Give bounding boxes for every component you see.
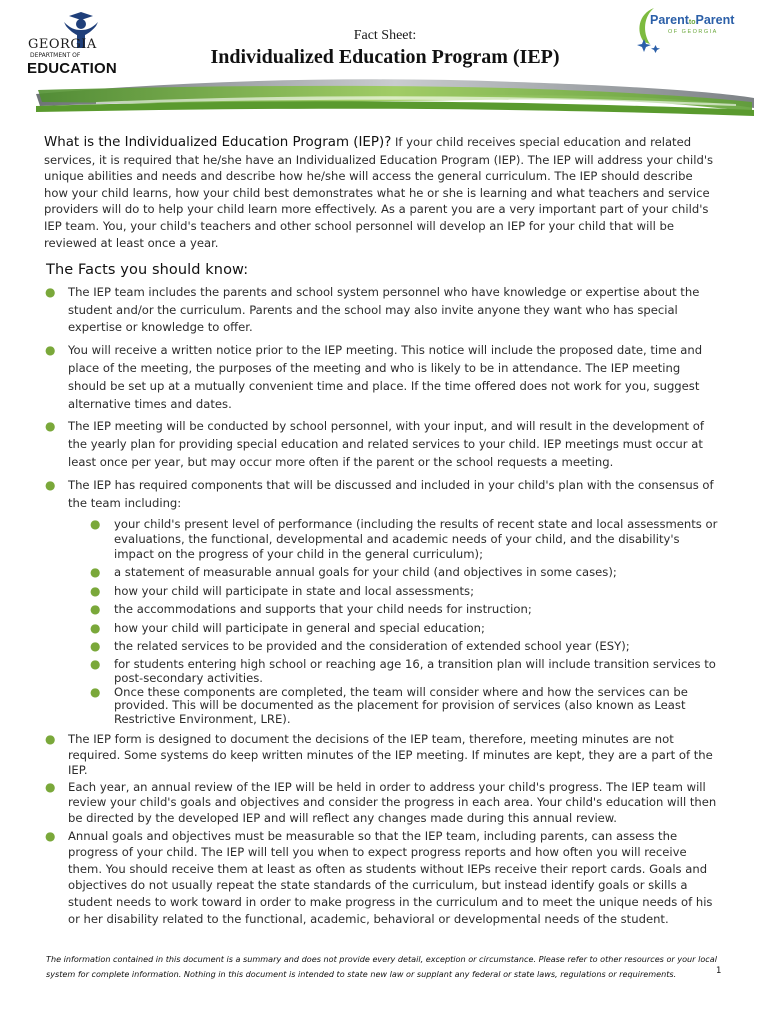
p2p-logo-text: ParenttoParent	[650, 13, 735, 27]
list-item: ● Each year, an annual review of the IEP will be held in order to address your child's progress. The IEP team will review your child's goals and objectives and consider the progress in each area. Your child's education will then be directed by the developed IEP and will reflect any changes made during this annual review.	[45, 779, 717, 826]
sub-list-item: ● how your child will participate in general and special education;	[90, 620, 485, 635]
bullet-icon: ●	[45, 732, 56, 747]
footer-disclaimer: The information contained in this document is a summary and does not provide every detail, exception or circumstance. Please refer to other resources or your local system for complete information. Nothing in this document is intended to state new law or supplant any federal or state laws, regulations or requirements.	[46, 954, 717, 979]
bullet-icon: ●	[45, 284, 56, 299]
bullet-icon: ●	[90, 517, 101, 532]
logo-georgia-text: GEORGIA	[28, 37, 97, 52]
bullet-icon: ●	[45, 477, 56, 492]
p2p-logo-subtext: OF GEORGIA	[668, 29, 718, 35]
document-body	[44, 134, 720, 932]
page-number: 1	[716, 966, 722, 976]
bullet-icon: ●	[90, 583, 101, 598]
document-header	[0, 0, 768, 130]
georgia-department-of-education-logo	[22, 10, 117, 77]
title-block	[190, 27, 580, 69]
bullet-icon: ●	[90, 639, 101, 654]
sub-list-item: ● the related services to be provided and the consideration of extended school year (ESY);	[90, 639, 630, 654]
sub-list-item: ● how your child will participate in state and local assessments;	[90, 583, 474, 598]
facts-heading: The Facts you should know:	[46, 262, 249, 279]
list-item: ● You will receive a written notice prior to the IEP meeting. This notice will include the proposed date, time and place of the meeting, the purposes of the meeting and who is likely to be in attendance. The IEP meeting should be set up at a mutually convenient time and place. If the time offered does not work for you, suggest alternative times and dates.	[45, 343, 703, 411]
header-banner-swoosh	[36, 72, 754, 126]
parent-to-parent-logo	[632, 4, 750, 56]
sub-list-item: ● your child's present level of performance (including the results of recent state and local assessments or evaluations, the functional, developmental and academic needs of your child, and the disability's impact on the progress of your child in the general curriculum);	[90, 517, 718, 561]
list-item: ● The IEP form is designed to document the decisions of the IEP team, therefore, meeting minutes are not required. Some systems do keep written minutes of the IEP meeting. If minutes are kept, they are a part of the IEP.	[45, 732, 713, 778]
bullet-icon: ●	[90, 657, 101, 672]
page-title: Individualized Education Program (IEP)	[210, 46, 560, 68]
list-item: ● The IEP meeting will be conducted by school personnel, with your input, and will result in the development of the yearly plan for providing special education and related services to your child. IEP meetings must occur at least once per year, but may occur more often if the parent or the school requests a meeting.	[45, 419, 704, 469]
bullet-icon: ●	[45, 419, 56, 434]
logo-education-text: EDUCATION	[27, 60, 117, 77]
facts-list	[44, 284, 720, 927]
bullet-icon: ●	[45, 828, 56, 843]
intro-text: If your child receives special education and related services, it is required that he/she have an Individualized Education Program (IEP). The IEP will address your child's unique abilities and needs and describe how he/she will access the general curriculum. The IEP should describe how your child learns, how your child best demonstrates what he or she is learning and what teachers and service providers will do to help your child learn more effectively. As a parent you are a very important part of your child's IEP team. You, your child's teachers and other school personnel will develop an IEP for your child that will be reviewed at least once a year.	[44, 135, 714, 250]
bullet-icon: ●	[90, 565, 101, 580]
list-item: ● The IEP has required components that will be discussed and included in your child's plan with the consensus of the team including: ● your child's present level of performance (including the results of recent state and local assessments or evaluations, the functional, developmental and academic needs of your child, and the disability's impact on the progress of your child in the general curriculum); ● a statement of measurable annual goals for your child (and objectives in some cases); ● how your child will participate in state and local assessments; ● the accommodations and supports that your child needs for instruction; ● how your child will participate in general and special education; ● the related services to be provided and the consideration of extended school year (ESY); ● for students entering high school or reaching age 16, a transition plan will include transition services to post-secondary activities. ● Once these components are completed, the team will consider where and how the services can be provided. This will be documented as the placement for provision of services (also known as Least Restrictive Environment, LRE).	[44, 477, 720, 727]
intro-paragraph	[44, 134, 720, 251]
sub-list-item: ● the accommodations and supports that your child needs for instruction;	[90, 602, 532, 617]
list-item: ● The IEP team includes the parents and school system personnel who have knowledge or expertise about the student and/or the curriculum. Parents and the school may also invite anyone they want who has special expertise or knowledge to offer.	[45, 284, 700, 335]
components-sublist	[68, 517, 720, 727]
bullet-icon: ●	[90, 620, 101, 635]
bullet-icon: ●	[90, 602, 101, 617]
bullet-icon: ●	[90, 684, 101, 699]
sub-list-item: ● Once these components are completed, the team will consider where and how the services can be provided. This will be documented as the placement for provision of services (also known as Least Restrictive Environment, LRE).	[90, 684, 688, 727]
list-item: ● Annual goals and objectives must be measurable so that the IEP team, including parents, can assess the progress of your child. The IEP will tell you when to expect progress reports and how often you will receive them. You should receive them at least as often as students without IEPs receive their report cards. Goals and objectives do not usually repeat the state standards of the curriculum, but instead identify goals or skills a student needs to work toward in order to make progress in the curriculum and to meet the unique needs of his or her disability related to the functional, academic, behavioral or developmental needs of the student.	[45, 828, 713, 926]
bullet-icon: ●	[45, 779, 56, 794]
sub-list-item: ● for students entering high school or reaching age 16, a transition plan will include transition services to post-secondary activities.	[90, 657, 716, 685]
fact-sheet-label: Fact Sheet:	[353, 28, 417, 43]
logo-department-text: DEPARTMENT OF	[30, 52, 81, 59]
intro-heading: What is the Individualized Education Program (IEP)?	[44, 135, 392, 150]
bullet-icon: ●	[45, 343, 56, 358]
sub-list-item: ● a statement of measurable annual goals for your child (and objectives in some cases);	[90, 565, 617, 580]
